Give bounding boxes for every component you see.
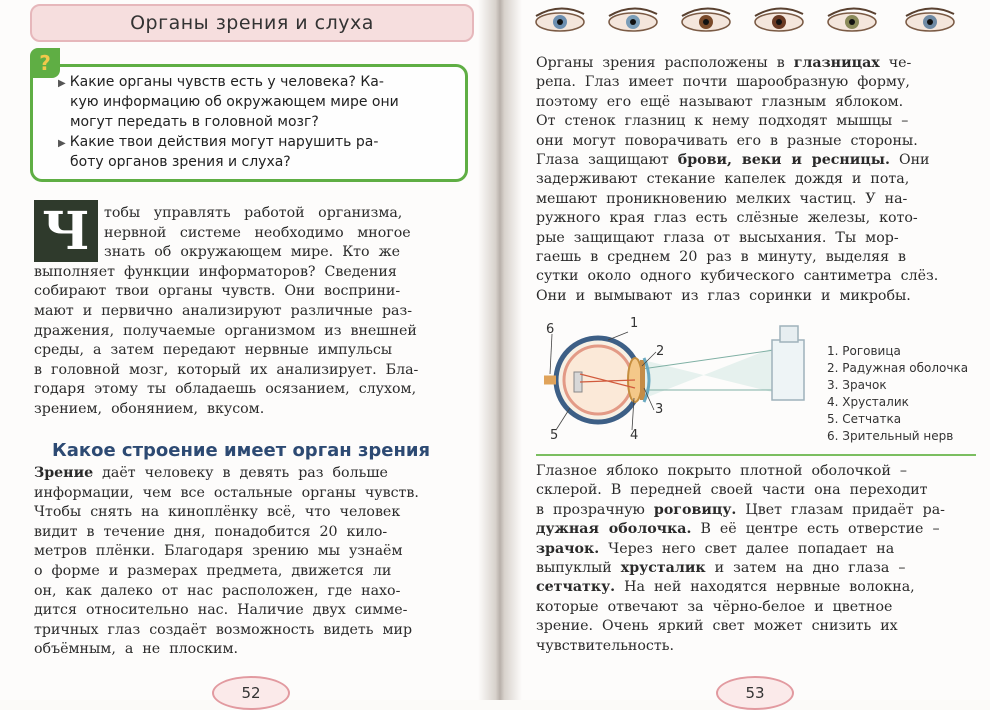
text-line bbox=[536, 598, 976, 618]
text-span: даёт человеку в девять раз больше bbox=[93, 465, 388, 481]
text-span: поэтому его ещё называют глазным яблоком. bbox=[536, 93, 904, 110]
question-mark-icon: ? bbox=[39, 51, 51, 75]
text-line bbox=[536, 190, 976, 210]
text-span: че- bbox=[879, 55, 912, 71]
legend-item: 6. Зрительный нерв bbox=[827, 429, 954, 443]
text-line bbox=[536, 462, 976, 482]
text-span: дражения, получаемые организмом из внешней bbox=[34, 322, 417, 339]
text-span: На ней находятся нервные волокна, bbox=[615, 579, 915, 596]
text-line bbox=[536, 617, 976, 637]
question-line: кую информацию об окружающем мире они bbox=[70, 94, 399, 110]
text-span: В её центре есть отверстие – bbox=[691, 521, 940, 538]
text-line bbox=[536, 559, 976, 579]
bold-term: дужная оболочка. bbox=[536, 521, 692, 538]
text-line bbox=[536, 73, 976, 93]
text-span: задерживают стекание капелек дождя и пота, bbox=[536, 171, 910, 188]
text-span: метров плёнки. Благодаря зрению мы узнаём bbox=[34, 543, 403, 560]
eye-icon bbox=[536, 8, 584, 31]
text-line bbox=[536, 267, 976, 287]
text-span: нервной системе необходимо многое bbox=[104, 224, 411, 241]
diagram-label-6: 6 bbox=[546, 322, 555, 337]
legend-item: 5. Сетчатка bbox=[827, 412, 902, 426]
text-span: От стенок глазниц к нему подходят мышцы – bbox=[536, 113, 909, 130]
text-span: дится относительно нас. Наличие двух симме- bbox=[34, 602, 408, 619]
eye-icon bbox=[906, 8, 954, 31]
text-line bbox=[536, 229, 976, 249]
text-line bbox=[536, 112, 976, 132]
text-line bbox=[34, 621, 472, 641]
text-span: мешают проникновению мелких частиц. У на- bbox=[536, 190, 908, 207]
text-line bbox=[536, 151, 976, 171]
question-line: ▶ Какие твои действия могут нарушить ра- bbox=[58, 134, 379, 150]
text-line bbox=[536, 578, 976, 598]
legend-item: 4. Хрусталик bbox=[827, 395, 909, 409]
diagram-label-5: 5 bbox=[550, 428, 559, 443]
diagram-label-2: 2 bbox=[656, 344, 665, 359]
text-line bbox=[34, 601, 472, 621]
text-span: сутки около одного кубического сантиметра слёз. bbox=[536, 268, 939, 285]
legend-item: 2. Радужная оболочка bbox=[827, 361, 969, 375]
bold-term: сетчатку. bbox=[536, 579, 616, 596]
text-line bbox=[34, 302, 472, 322]
bold-term: Зрение bbox=[34, 465, 94, 481]
text-span: объёмным, а не плоским. bbox=[34, 641, 239, 658]
text-span: видит в течение дня, понадобится 20 кило- bbox=[34, 523, 388, 540]
text-span: тричных глаз создаёт возможность видеть мир bbox=[34, 621, 413, 638]
text-line bbox=[34, 640, 472, 660]
text-line bbox=[34, 282, 472, 302]
text-line bbox=[536, 248, 976, 268]
question-line: боту органов зрения и слуха? bbox=[70, 154, 291, 170]
text-span: чувствительность. bbox=[536, 637, 674, 654]
page-number-left: 52 bbox=[212, 676, 290, 710]
text-line bbox=[34, 484, 472, 504]
text-line bbox=[34, 562, 472, 582]
text-line bbox=[34, 322, 472, 342]
text-line bbox=[536, 540, 976, 560]
eye-icon bbox=[609, 8, 657, 31]
text-line bbox=[34, 523, 472, 543]
text-span: Глаза защищают bbox=[536, 152, 678, 168]
text-line bbox=[34, 464, 472, 484]
text-span: годаря этому ты обладаешь осязанием, слухом, bbox=[34, 381, 417, 398]
text-span: он, как далеко от нас расположен, где нахо- bbox=[34, 582, 401, 599]
text-line bbox=[34, 361, 472, 381]
bold-term: хрусталик bbox=[620, 560, 706, 576]
text-span: репа. Глаз имеет почти шарообразную форму, bbox=[536, 74, 910, 91]
eye-icon bbox=[682, 8, 730, 31]
text-line bbox=[536, 209, 976, 229]
text-line bbox=[536, 93, 976, 113]
text-line bbox=[34, 582, 472, 602]
text-span: Они bbox=[889, 152, 930, 168]
text-span: в головной мозг, который их анализирует. Бла- bbox=[34, 361, 419, 378]
text-span: ружного края глаз есть слёзные железы, кото- bbox=[536, 210, 918, 227]
text-span: склерой. В передней своей части она переходит bbox=[536, 482, 928, 499]
text-line bbox=[536, 170, 976, 190]
text-line bbox=[536, 501, 976, 521]
text-span: Глазное яблоко покрыто плотной оболочкой – bbox=[536, 463, 908, 479]
eye-structure-diagram bbox=[540, 318, 810, 446]
text-span: Органы зрения расположены в bbox=[536, 55, 794, 71]
text-span: информации, чем все остальные органы чувств. bbox=[34, 484, 419, 501]
diagram-label-4: 4 bbox=[630, 428, 639, 443]
text-span: собирают твои органы чувств. Они восприни- bbox=[34, 283, 401, 300]
text-span: рые защищают глаза от высыхания. Ты мор- bbox=[536, 229, 899, 246]
text-line bbox=[34, 503, 472, 523]
text-line bbox=[34, 400, 472, 420]
text-line bbox=[104, 204, 470, 224]
drop-cap: Ч bbox=[34, 200, 98, 262]
text-span: Через него свет далее попадает на bbox=[599, 540, 895, 557]
bold-term: роговицу. bbox=[653, 501, 737, 518]
text-span: Чтобы снять на киноплёнку всё, что человек bbox=[34, 504, 401, 521]
text-line bbox=[104, 224, 470, 244]
text-span: они могут поворачивать его в разные стороны. bbox=[536, 132, 918, 149]
text-span: в прозрачную bbox=[536, 501, 654, 518]
text-span: и затем на дно глаза – bbox=[705, 560, 906, 576]
section-divider bbox=[536, 454, 976, 456]
text-line bbox=[536, 132, 976, 152]
bold-term: брови, веки и ресницы. bbox=[677, 152, 890, 168]
legend-item: 3. Зрачок bbox=[827, 378, 887, 392]
eye-icon bbox=[828, 8, 876, 31]
text-span: выпуклый bbox=[536, 560, 621, 576]
text-line bbox=[34, 380, 472, 400]
text-line bbox=[536, 520, 976, 540]
text-line bbox=[536, 54, 976, 74]
bold-term: глазницах bbox=[793, 55, 880, 71]
text-span: Цвет глазам придаёт ра- bbox=[736, 501, 945, 518]
text-span: мают и первично анализируют различные раз- bbox=[34, 303, 413, 319]
text-span: зрением, обонянием, вкусом. bbox=[34, 401, 265, 417]
text-line bbox=[34, 341, 472, 361]
question-line: могут передать в головной мозг? bbox=[70, 114, 319, 130]
eye-icon bbox=[755, 8, 803, 31]
text-line bbox=[536, 637, 976, 657]
text-span: тобы управлять работой организма, bbox=[104, 205, 403, 221]
page-number-right: 53 bbox=[716, 676, 794, 710]
eyes-illustration bbox=[530, 4, 975, 38]
diagram-label-1: 1 bbox=[630, 316, 639, 331]
text-span: которые отвечают за чёрно-белое и цветное bbox=[536, 598, 893, 615]
text-span: выполняет функции информаторов? Сведения bbox=[34, 263, 397, 280]
text-line bbox=[536, 287, 976, 307]
text-span: о форме и размерах предмета, движется ли bbox=[34, 563, 392, 579]
text-span: гаешь в среднем 20 раз в минуту, выделяя в bbox=[536, 249, 907, 265]
text-line bbox=[34, 263, 472, 283]
text-span: Они и вымывают из глаз соринки и микробы. bbox=[536, 287, 911, 304]
section-heading: Какое строение имеет орган зрения bbox=[52, 440, 431, 461]
book-gutter bbox=[478, 0, 522, 700]
topic-header: Органы зрения и слуха bbox=[30, 4, 474, 42]
legend-item: 1. Роговица bbox=[827, 344, 901, 358]
bold-term: зрачок. bbox=[536, 540, 600, 557]
text-span: среды, а затем передают нервные импульсы bbox=[34, 342, 393, 359]
question-line: ▶ Какие органы чувств есть у человека? Ка- bbox=[58, 74, 384, 90]
text-span: знать об окружающем мире. Кто же bbox=[104, 244, 401, 261]
diagram-label-3: 3 bbox=[655, 402, 664, 417]
text-line bbox=[536, 481, 976, 501]
text-line bbox=[104, 243, 470, 263]
text-line bbox=[34, 542, 472, 562]
text-span: зрение. Очень яркий свет может снизить их bbox=[536, 618, 898, 635]
